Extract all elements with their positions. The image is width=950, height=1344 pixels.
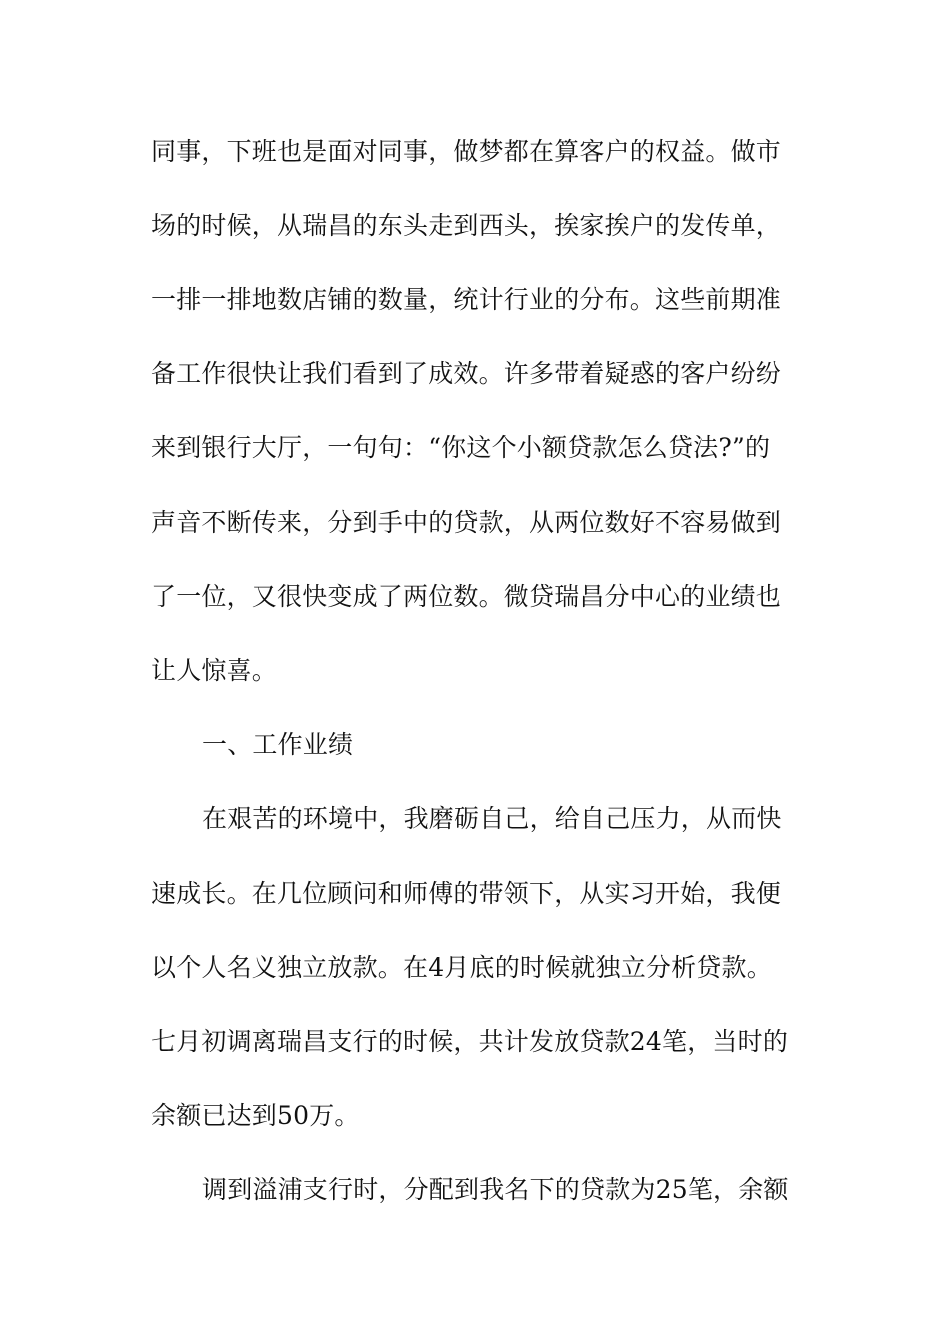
- paragraph-line-1: 同事，下班也是面对同事，做梦都在算客户的权益。做市: [151, 137, 782, 166]
- paragraph-line-12: 七月初调离瑞昌支行的时候，共计发放贷款24笔，当时的: [151, 1027, 789, 1056]
- paragraph-line-14: 调到溢浦支行时，分配到我名下的贷款为25笔，余额: [202, 1175, 789, 1204]
- section-heading: 一、工作业绩: [202, 730, 354, 759]
- paragraph-line-2: 场的时候，从瑞昌的东头走到西头，挨家挨户的发传单，: [151, 211, 782, 240]
- paragraph-line-5: 来到银行大厅，一句句：“你这个小额贷款怎么贷法?”的: [151, 433, 771, 462]
- paragraph-line-11: 以个人名义独立放款。在4月底的时候就独立分析贷款。: [151, 953, 772, 982]
- paragraph-line-8: 让人惊喜。: [151, 656, 278, 685]
- paragraph-line-4: 备工作很快让我们看到了成效。许多带着疑惑的客户纷纷: [151, 359, 782, 388]
- paragraph-line-13: 余额已达到50万。: [151, 1101, 360, 1130]
- paragraph-line-6: 声音不断传来，分到手中的贷款，从两位数好不容易做到: [151, 508, 782, 537]
- paragraph-line-3: 一排一排地数店铺的数量，统计行业的分布。这些前期准: [151, 285, 782, 314]
- paragraph-line-9: 在艰苦的环境中，我磨砺自己，给自己压力，从而快: [202, 804, 782, 833]
- paragraph-line-10: 速成长。在几位顾问和师傅的带领下，从实习开始，我便: [151, 879, 782, 908]
- paragraph-line-7: 了一位，又很快变成了两位数。微贷瑞昌分中心的业绩也: [151, 582, 782, 611]
